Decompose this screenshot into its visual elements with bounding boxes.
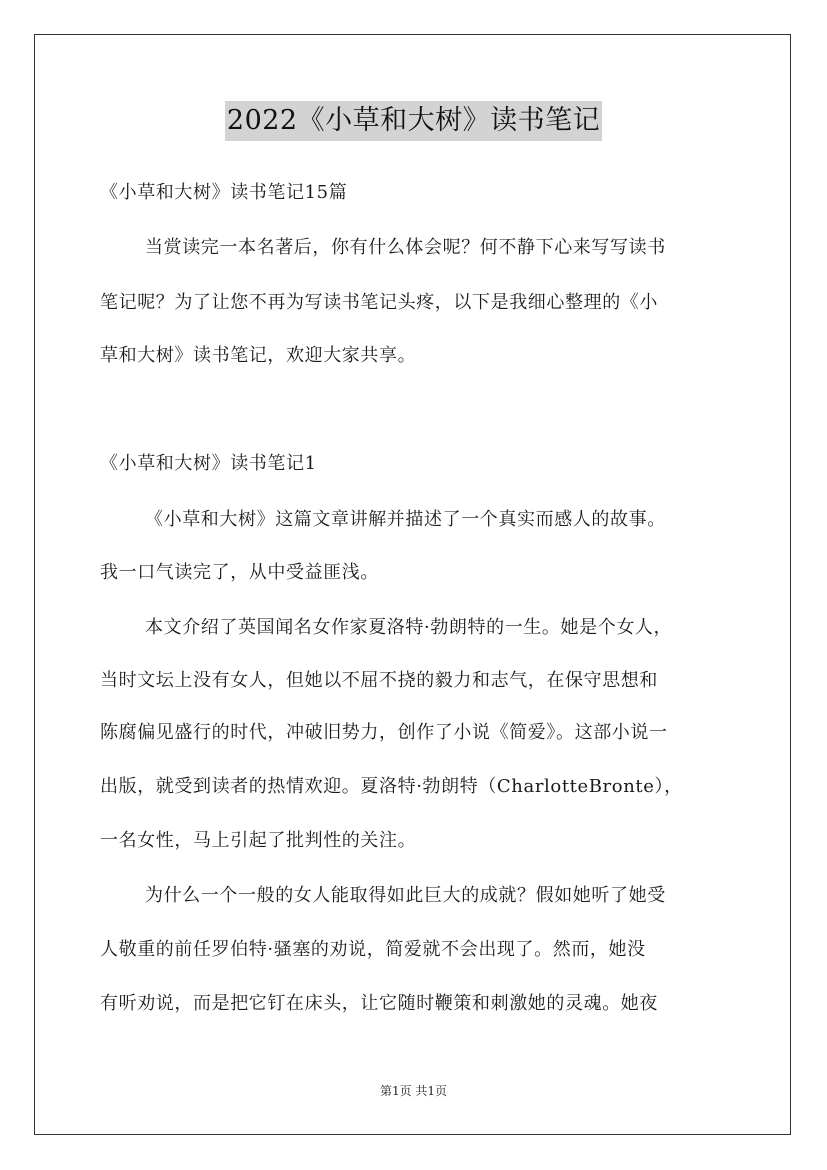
paragraph-line: 草和大树》读书笔记，欢迎大家共享。 — [100, 345, 417, 366]
paragraph-line: 笔记呢？为了让您不再为写读书笔记头疼，以下是我细心整理的《小 — [100, 292, 658, 313]
paragraph-line: 我一口气读完了，从中受益匪浅。 — [100, 562, 379, 583]
paragraph-line: 陈腐偏见盛行的时代，冲破旧势力，创作了小说《简爱》。这部小说一 — [100, 722, 668, 743]
section-heading: 《小草和大树》读书笔记1 — [100, 453, 317, 474]
paragraph-line: 当时文坛上没有女人，但她以不屈不挠的毅力和志气，在保守思想和 — [100, 670, 658, 691]
paragraph-line: 为什么一个一般的女人能取得如此巨大的成就？假如她听了她受 — [145, 885, 666, 906]
paragraph-line: 有听劝说，而是把它钉在床头，让它随时鞭策和刺激她的灵魂。她夜 — [100, 993, 658, 1014]
paragraph-line: 人敬重的前任罗伯特·骚塞的劝说，简爱就不会出现了。然而，她没 — [100, 939, 646, 960]
paragraph-line: 本文介绍了英国闻名女作家夏洛特·勃朗特的一生。她是个女人， — [145, 617, 673, 638]
paragraph-line: 当赏读完一本名著后，你有什么体会呢？何不静下心来写写读书 — [145, 237, 666, 258]
paragraph-line: 一名女性，马上引起了批判性的关注。 — [100, 830, 417, 851]
subtitle-line: 《小草和大树》读书笔记15篇 — [100, 182, 348, 203]
page-footer: 第1页 共1页 — [379, 1084, 448, 1098]
title-container — [0, 101, 827, 141]
paragraph-line: 《小草和大树》这篇文章讲解并描述了一个真实而感人的故事。 — [145, 509, 666, 530]
paragraph-line: 出版，就受到读者的热情欢迎。夏洛特·勃朗特（CharlotteBronte）， — [100, 776, 683, 797]
document-title: 2022《小草和大树》读书笔记 — [225, 101, 602, 141]
